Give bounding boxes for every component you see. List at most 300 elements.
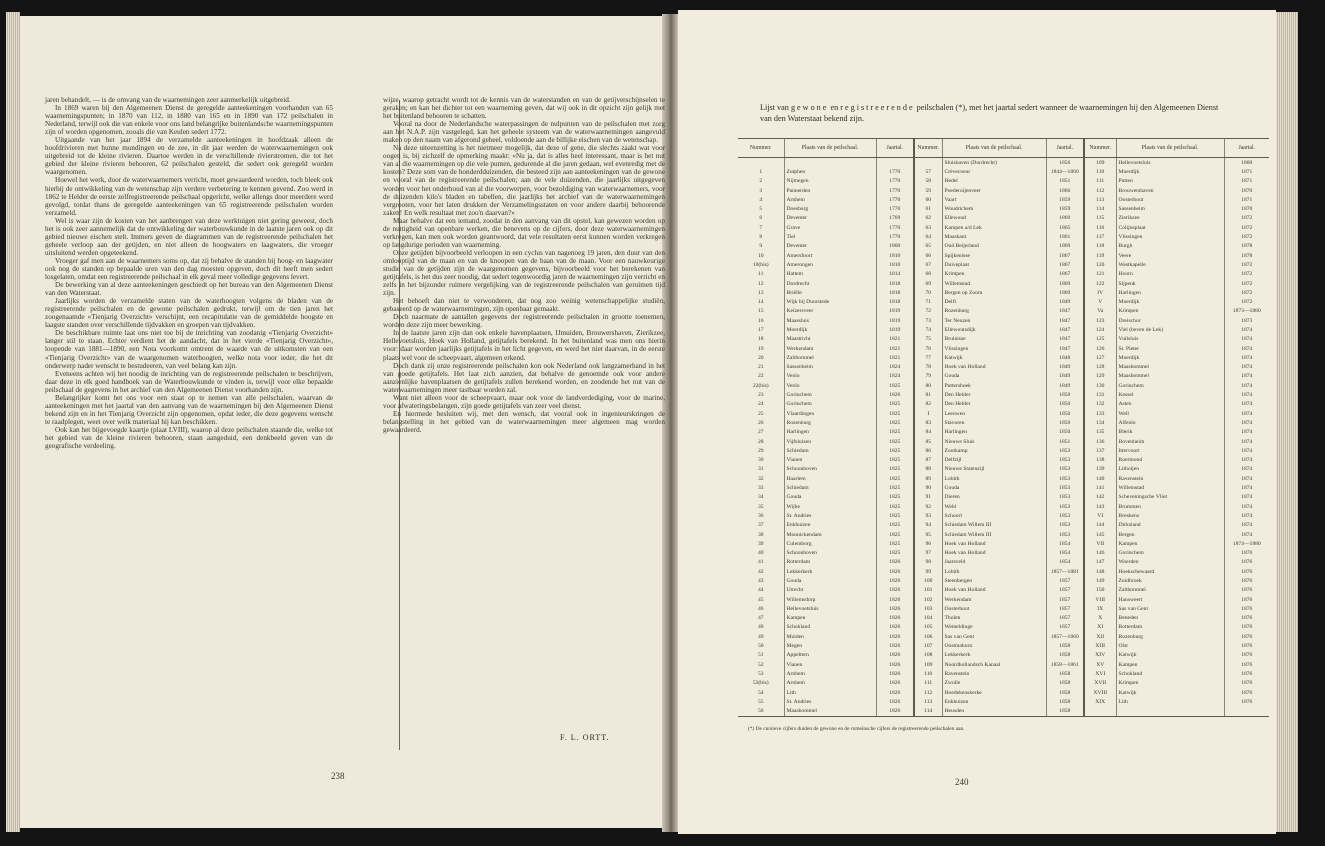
table-cell: 1857: [1046, 595, 1084, 604]
table-cell: 148: [1084, 567, 1116, 576]
table-cell: 1873—1880: [1224, 307, 1269, 316]
table-cell: Vaart: [942, 195, 1046, 204]
table-cell: 1847: [1046, 344, 1084, 353]
table-cell: Venlo: [784, 381, 876, 390]
table-cell: 114: [1084, 204, 1116, 213]
table-cell: 1858: [1046, 697, 1084, 706]
table-cell: [1224, 707, 1269, 717]
table-cell: 46: [757, 605, 764, 612]
table-cell: 1825: [876, 502, 914, 511]
table-cell: Muiden: [784, 632, 876, 641]
table-cell: 1859: [1046, 195, 1084, 204]
table-cell: 27: [757, 429, 764, 436]
table-cell: Nijmegen: [784, 177, 876, 186]
paragraph: Maar behalve dat een iemand, zoodat in den aanvang van dit opstel, kan gewezen worden op de nuttigheid van openbare werken, die benevens op de cijfers, door deze waterwaarnemingen verkregen, kan men ook worden geantwoord, dat vele resultaten eerst kunnen worden verkregen op langdurige perioden van waarneming.: [383, 216, 665, 249]
table-cell: 7: [759, 224, 763, 231]
table-cell: Sassenheim: [1116, 204, 1224, 213]
table-cell: 1874—1880: [1224, 539, 1269, 548]
table-cell: 1876: [1224, 558, 1269, 567]
table-cell: 97: [914, 548, 942, 557]
table-cell: 129: [1084, 372, 1116, 381]
page-number-left: 238: [331, 771, 345, 781]
table-cell: Delft: [942, 297, 1046, 306]
table-cell: XV: [1084, 660, 1116, 669]
table-cell: XII: [1084, 632, 1116, 641]
table-cell: 1826: [876, 558, 914, 567]
table-row: [738, 251, 1269, 260]
table-cell: 92: [914, 502, 942, 511]
table-cell: Kampen: [1116, 539, 1224, 548]
table-cell: 1874: [1224, 325, 1269, 334]
table-cell: 49: [757, 633, 764, 640]
table-cell: I: [914, 409, 942, 418]
table-cell: 1826: [876, 586, 914, 595]
table-cell: 1858: [1046, 679, 1084, 688]
table-cell: Vijfsluizen: [784, 437, 876, 446]
table-cell: 1844—1860: [1046, 167, 1084, 176]
table-cell: 1876: [1224, 688, 1269, 697]
table-cell: 84: [914, 428, 942, 437]
table-cell: 17: [757, 326, 764, 333]
table-cell: 1858: [1046, 651, 1084, 660]
table-cell: 1876: [1224, 548, 1269, 557]
table-cell: 54: [757, 689, 764, 696]
table-cell: XIV: [1084, 651, 1116, 660]
table-cell: Dieren: [942, 493, 1046, 502]
table-cell: 134: [1084, 418, 1116, 427]
table-cell: 1878: [1224, 251, 1269, 260]
table-cell: Brouwershaven: [1116, 186, 1224, 195]
table-cell: 44: [757, 587, 764, 594]
column-header: Plaats van de peilschaal.: [784, 139, 876, 158]
table-cell: 131: [1084, 390, 1116, 399]
table-row: [738, 409, 1269, 418]
table-cell: Schoonhoven: [784, 548, 876, 557]
table-cell: 1874: [1224, 483, 1269, 492]
table-cell: 1825: [876, 530, 914, 539]
table-cell: 1857: [1046, 604, 1084, 613]
table-cell: Ittervoort: [1116, 446, 1224, 455]
table-cell: 47: [757, 615, 764, 622]
table-cell: Viel (beven de Lek): [1116, 325, 1224, 334]
table-cell: 55: [757, 698, 764, 705]
table-cell: Hoorn: [1116, 270, 1224, 279]
table-cell: Spijkenisse: [942, 251, 1046, 260]
table-row: [738, 502, 1269, 511]
table-cell: 12: [757, 280, 764, 287]
table-cell: 1824: [876, 372, 914, 381]
table-cell: Gouda: [784, 493, 876, 502]
table-cell: 71: [914, 297, 942, 306]
table-cell: 1874: [1224, 344, 1269, 353]
table-cell: 86: [914, 446, 942, 455]
table-cell: 1825: [876, 400, 914, 409]
table-cell: 1825: [876, 446, 914, 455]
table-cell: 110: [914, 669, 942, 678]
paragraph: Want niet alleen voor de scheepvaart, maar ook voor de landverdediging, voor de marine, voor afwateringsbelangen, zijn goede getijtafels van zeer veel dienst.: [383, 393, 665, 410]
table-cell: Dordrecht: [784, 279, 876, 288]
table-row: [738, 456, 1269, 465]
table-cell: 16: [757, 317, 764, 324]
table-cell: [914, 158, 942, 168]
table-cell: 1853: [1046, 483, 1084, 492]
table-cell: Maaskant: [942, 232, 1046, 241]
table-cell: Vlissingen: [1116, 232, 1224, 241]
table-cell: Zuidbroek: [1116, 576, 1224, 585]
table-cell: 122: [1084, 279, 1116, 288]
paragraph: Uitgaande van het jaar 1894 de verzamelde aanteekeningen in hoofdzaak alleen de hoofdrivieren met hunne mondingen en de zee, in dit jaar werden de waterwaarnemingen ook uitgebreid tot de kleine rivieren. Daartoe werden in de verschillende rivierstromen, die tot het gebied der kleine rivieren behooren, 62 peilschalen gesteld, die sedert ook geregeld worden waargenomen.: [45, 136, 333, 177]
table-row: [738, 307, 1269, 316]
table-cell: 1826: [876, 614, 914, 623]
table-cell: Putten: [1116, 177, 1224, 186]
table-cell: Tiel: [784, 232, 876, 241]
table-cell: 1826: [876, 679, 914, 688]
table-cell: 119: [1084, 251, 1116, 260]
paragraph: Vroeger gaf men aan de waarnemers soms op, dat zij behalve de standen bij hoog- en laagwater ook nog de standen op bepaalde uren van den dag moesten opgeven, doch dit heeft men sedert losgelaten, omdat een registreerende peilschaal in elk geval meer volledige gegevens levert.: [45, 256, 333, 282]
table-cell: Maasbommel: [1116, 363, 1224, 372]
table-row: [738, 651, 1269, 660]
table-cell: Gorinchem: [1116, 381, 1224, 390]
table-row: [738, 418, 1269, 427]
table-cell: 2: [759, 178, 763, 185]
table-cell: 1810: [876, 251, 914, 260]
table-cell: Pannerden: [784, 186, 876, 195]
table-cell: Wijhe: [784, 502, 876, 511]
table-cell: 1857: [1046, 614, 1084, 623]
table-cell: 85: [914, 437, 942, 446]
table-cell: 87: [914, 456, 942, 465]
table-cell: 1874: [1224, 446, 1269, 455]
table-cell: XVI: [1084, 669, 1116, 678]
table-cell: Kessel: [1116, 390, 1224, 399]
title-prefix: Lijst van: [760, 103, 789, 112]
table-cell: 57: [914, 167, 942, 176]
table-row: [738, 548, 1269, 557]
table-cell: 22(bis): [752, 382, 769, 389]
table-cell: Bovenheim: [1116, 437, 1224, 446]
paragraph: Doch dank zij onze registreerende peilschalen kon ook Nederland ook langzamerhand in het van goede getijtafels. Het laat zich aanzien, dat behalve de genoemde ook voor andere aanzienlijke havenplaatsen de getijtafels zullen berekend worden, en zoodende het nut van de waterwaarnemingen meer tastbaar worden zal.: [383, 361, 665, 394]
table-cell: 107: [914, 641, 942, 650]
table-cell: Keizersveer: [784, 307, 876, 316]
table-cell: Deventer: [784, 242, 876, 251]
table-row: [738, 595, 1269, 604]
page-number-right: 240: [955, 777, 969, 787]
table-cell: 58: [914, 177, 942, 186]
table-cell: 13: [757, 289, 764, 296]
table-cell: 74: [914, 325, 942, 334]
table-row: [738, 158, 1269, 168]
table-row: [738, 204, 1269, 213]
table-cell: 1769: [876, 214, 914, 223]
table-cell: Hattem: [784, 270, 876, 279]
table-cell: 1825: [876, 465, 914, 474]
table-cell: 1770: [876, 167, 914, 176]
table-cell: 1869: [1046, 288, 1084, 297]
table-cell: 1876: [1224, 576, 1269, 585]
table-cell: 29: [757, 447, 764, 454]
table-cell: Schiedam: [784, 483, 876, 492]
table-cell: 1800: [1224, 158, 1269, 168]
table-cell: Schokland: [784, 623, 876, 632]
table-cell: 115: [1084, 214, 1116, 223]
book-edge-left: [6, 12, 20, 832]
table-cell: 111: [914, 679, 942, 688]
paragraph: De beschikbare ruimte laat ons niet toe bij de inrichting van zoodanig «Tienjarig Overzicht» langer stil te staan. Echter verdient het de aandacht, dat in het vierde «Tienjarig Overzicht», loopende van 1881—1890, een Nota voorkomt omtrent de waarde van de uitkomsten van een «Tienjarig Overzicht» van de waargenomen waterhoogten, welke nota voor ieder, die het dit onderwerp nader wenscht te bestudeeren, van veel belang kan zijn.: [45, 329, 333, 370]
table-cell: Bruinisse: [942, 335, 1046, 344]
table-cell: Enkhuizen: [784, 521, 876, 530]
table-cell: 38: [757, 531, 764, 538]
title-suffix: peilschalen (*), met het jaartal sedert wanneer de waarnemingen bij den Algemeenen Dienst van den Waterstaat bekend zijn.: [760, 103, 1219, 123]
table-cell: 1849: [1046, 381, 1084, 390]
table-cell: 78: [914, 363, 942, 372]
table-cell: 1874: [1224, 437, 1269, 446]
table-cell: 1851: [1046, 437, 1084, 446]
table-cell: Willemstad: [1116, 483, 1224, 492]
table-cell: Colijnsplaat: [1116, 223, 1224, 232]
table-cell: Willemsdorp: [784, 595, 876, 604]
table-cell: 75: [914, 335, 942, 344]
title-registreerende: registreerende: [840, 103, 915, 112]
table-cell: Tholen: [942, 614, 1046, 623]
table-cell: 65: [914, 242, 942, 251]
table-cell: [876, 158, 914, 168]
table-cell: Gouda: [942, 372, 1046, 381]
table-cell: Veere: [1116, 251, 1224, 260]
table-cell: 1825: [876, 548, 914, 557]
table-cell: 1853: [1046, 474, 1084, 483]
table-cell: Maastricht: [784, 335, 876, 344]
table-cell: Kampen: [784, 614, 876, 623]
table-cell: XIX: [1084, 697, 1116, 706]
table-cell: 1874: [1224, 502, 1269, 511]
table-cell: 1821: [876, 353, 914, 362]
table-cell: 1872: [1224, 288, 1269, 297]
table-cell: Maassluis: [784, 316, 876, 325]
table-cell: 1826: [876, 669, 914, 678]
table-cell: Ravenstein: [1116, 474, 1224, 483]
table-cell: 128: [1084, 363, 1116, 372]
table-cell: 1876: [1224, 669, 1269, 678]
table-cell: 53(bis): [752, 680, 769, 687]
table-cell: 112: [1084, 186, 1116, 195]
table-cell: 59: [914, 186, 942, 195]
table-cell: 1859: [1046, 204, 1084, 213]
table-cell: 1874: [1224, 409, 1269, 418]
table-cell: 1872: [1224, 297, 1269, 306]
table-cell: 48: [757, 624, 764, 631]
table-cell: 73: [914, 316, 942, 325]
table-cell: 66: [914, 251, 942, 260]
table-cell: 67: [914, 260, 942, 269]
table-cell: 1826: [876, 390, 914, 399]
table-row: [738, 223, 1269, 232]
table-cell: 76: [914, 344, 942, 353]
table-row: [738, 493, 1269, 502]
table-cell: Rotterdam: [1116, 623, 1224, 632]
table-cell: Werkendam: [942, 595, 1046, 604]
table-cell: 1872: [1224, 260, 1269, 269]
table-cell: 11: [758, 271, 764, 278]
table-cell: 110: [1084, 167, 1116, 176]
table-row: [738, 214, 1269, 223]
table-cell: Vlissingen: [942, 344, 1046, 353]
table-cell: 1876: [1224, 623, 1269, 632]
table-cell: Gorinchem: [784, 400, 876, 409]
table-cell: 1876: [1224, 586, 1269, 595]
table-row: [738, 325, 1269, 334]
table-row: [738, 576, 1269, 585]
table-cell: 1873: [1224, 316, 1269, 325]
table-cell: 1874: [1224, 428, 1269, 437]
table-cell: 24: [757, 401, 764, 408]
table-cell: 1825: [876, 521, 914, 530]
paragraph: De bewerking van al deze aanteekeningen geschiedt op het bureau van den Algemeenen Dienst van den Waterstaat.: [45, 281, 333, 298]
table-cell: Hoek van Holland: [942, 363, 1046, 372]
table-cell: Crèvecoeur: [942, 167, 1046, 176]
table-cell: 1872: [1224, 214, 1269, 223]
table-cell: Deventer: [784, 214, 876, 223]
table-cell: 14: [757, 299, 764, 306]
table-cell: 93: [914, 511, 942, 520]
table-cell: 1876: [1224, 679, 1269, 688]
table-cell: 1858: [1046, 707, 1084, 717]
table-cell: IV: [1084, 288, 1116, 297]
table-cell: Steenbergen: [942, 576, 1046, 585]
table-cell: 117: [1084, 232, 1116, 241]
table-cell: 1874: [1224, 521, 1269, 530]
table-cell: 1853: [1046, 502, 1084, 511]
table-cell: 1874: [1224, 511, 1269, 520]
table-cell: 1814: [876, 270, 914, 279]
table-cell: 1871: [1224, 195, 1269, 204]
table-cell: 1878: [1224, 242, 1269, 251]
table-cell: 1770: [876, 232, 914, 241]
table-cell: 1870: [1224, 186, 1269, 195]
table-cell: 5: [759, 206, 763, 213]
table-row: [738, 604, 1269, 613]
table-row: [738, 428, 1269, 437]
table-cell: 121: [1084, 270, 1116, 279]
table-row: [738, 688, 1269, 697]
table-cell: Rozenburg: [1116, 632, 1224, 641]
table-cell: Alfenlo: [1116, 418, 1224, 427]
table-cell: 1858: [1046, 641, 1084, 650]
table-row: [738, 530, 1269, 539]
table-cell: 1869: [1046, 242, 1084, 251]
table-cell: 36: [757, 512, 764, 519]
table-cell: 100: [914, 576, 942, 585]
table-cell: 109: [914, 660, 942, 669]
table-cell: Ter Neuzen: [942, 316, 1046, 325]
table-cell: 1819: [876, 325, 914, 334]
table-cell: Gouda: [784, 576, 876, 585]
table-row: [738, 400, 1269, 409]
table-cell: 25: [757, 410, 764, 417]
table-cell: 1825: [876, 539, 914, 548]
table-cell: 127: [1084, 353, 1116, 362]
table-cell: Moerdijk: [1116, 297, 1224, 306]
table-cell: 1825: [876, 483, 914, 492]
table-cell: 1850: [1046, 390, 1084, 399]
table-cell: 82: [914, 400, 942, 409]
table-cell: 1770: [876, 223, 914, 232]
table-cell: 1848: [1046, 353, 1084, 362]
paragraph: En hiermede besluiten wij, met den wensch, dat vooral ook in ingenieurskringen de belangstelling in het gebied van de waterwaarnemingen meer algemeen mag worden gewaardeerd.: [383, 409, 665, 434]
table-cell: 1861: [1046, 232, 1084, 241]
table-cell: 34: [757, 494, 764, 501]
table-cell: Maasbommel: [784, 707, 876, 717]
table-cell: 10: [757, 252, 764, 259]
paragraph: Onze getijden bijvoorbeeld verloopen in een cyclus van nagenoeg 19 jaren, den duur van den omlooptijd van de maan en van de knoopen van de baan van de maan. Voor een nauwkeurige studie van de getijden zijn de waargenomen gegevens, bijvoorbeeld voor het berekenen van getijtafels, is het dus zeer noodig, dat sedert tegenwoordig jaren de waarnemingen zijn verricht en zelfs in het bijzonder ruimere vergelijking van de registreerende peilschalen van geruimen tijd zijn.: [383, 248, 665, 298]
column-header: Plaats van de peilschaal.: [942, 139, 1046, 158]
table-cell: 69: [914, 279, 942, 288]
table-cell: 1857: [1046, 623, 1084, 632]
table-cell: 63: [914, 223, 942, 232]
table-cell: Beneden: [1116, 614, 1224, 623]
table-cell: 1821: [876, 344, 914, 353]
table-cell: 113: [1084, 195, 1116, 204]
table-cell: 136: [1084, 437, 1116, 446]
table-cell: Heusden: [942, 707, 1046, 717]
table-cell: Oud Beijerland: [942, 242, 1046, 251]
table-cell: Den Helder: [942, 390, 1046, 399]
column-header: Nummer.: [1084, 139, 1116, 158]
table-cell: 1854: [1046, 558, 1084, 567]
table-cell: 1825: [876, 409, 914, 418]
paragraph: Het behoeft dan niet te verwonderen, dat nog zoo weinig wetenschappelijke studiën, gebaseerd op de waterwaarnemingen, zijn openbaar gemaakt.: [383, 297, 665, 314]
table-cell: 1850: [1046, 409, 1084, 418]
table-cell: Gorinchem: [1116, 548, 1224, 557]
table-cell: 1869: [1046, 279, 1084, 288]
table-cell: Sas van Gent: [942, 632, 1046, 641]
table-cell: XIII: [1084, 641, 1116, 650]
table-row: [738, 363, 1269, 372]
table-cell: Lekkerkerk: [784, 567, 876, 576]
table-cell: Krimpen: [1116, 679, 1224, 688]
table-cell: Jaarsveld: [942, 558, 1046, 567]
table-cell: Oosterhout: [1116, 195, 1224, 204]
table-row: [738, 270, 1269, 279]
table-cell: XVIII: [1084, 688, 1116, 697]
table-cell: XI: [1084, 623, 1116, 632]
table-cell: 1818: [876, 279, 914, 288]
table-cell: Amerongen: [784, 260, 876, 269]
table-cell: [784, 158, 876, 168]
table-cell: 139: [1084, 465, 1116, 474]
title-gewone: gewone: [790, 103, 829, 112]
table-cell: 133: [1084, 409, 1116, 418]
table-row: [738, 177, 1269, 186]
register-table: [738, 138, 1269, 717]
table-cell: 80: [914, 381, 942, 390]
table-cell: 1826: [876, 567, 914, 576]
table-row: [738, 567, 1269, 576]
table-cell: 1825: [876, 418, 914, 427]
table-cell: 130: [1084, 381, 1116, 390]
table-cell: 20: [757, 354, 764, 361]
table-cell: Delfzijl: [942, 456, 1046, 465]
table-cell: 1826: [876, 632, 914, 641]
table-cell: Zierikzee: [1116, 214, 1224, 223]
table-cell: Moerdijk: [1116, 353, 1224, 362]
table-cell: 98: [914, 558, 942, 567]
table-cell: 30: [757, 457, 764, 464]
table-row: [738, 679, 1269, 688]
table-cell: 68: [914, 270, 942, 279]
table-cell: 6: [759, 215, 763, 222]
table-cell: 147: [1084, 558, 1116, 567]
table-cell: 116: [1084, 223, 1116, 232]
